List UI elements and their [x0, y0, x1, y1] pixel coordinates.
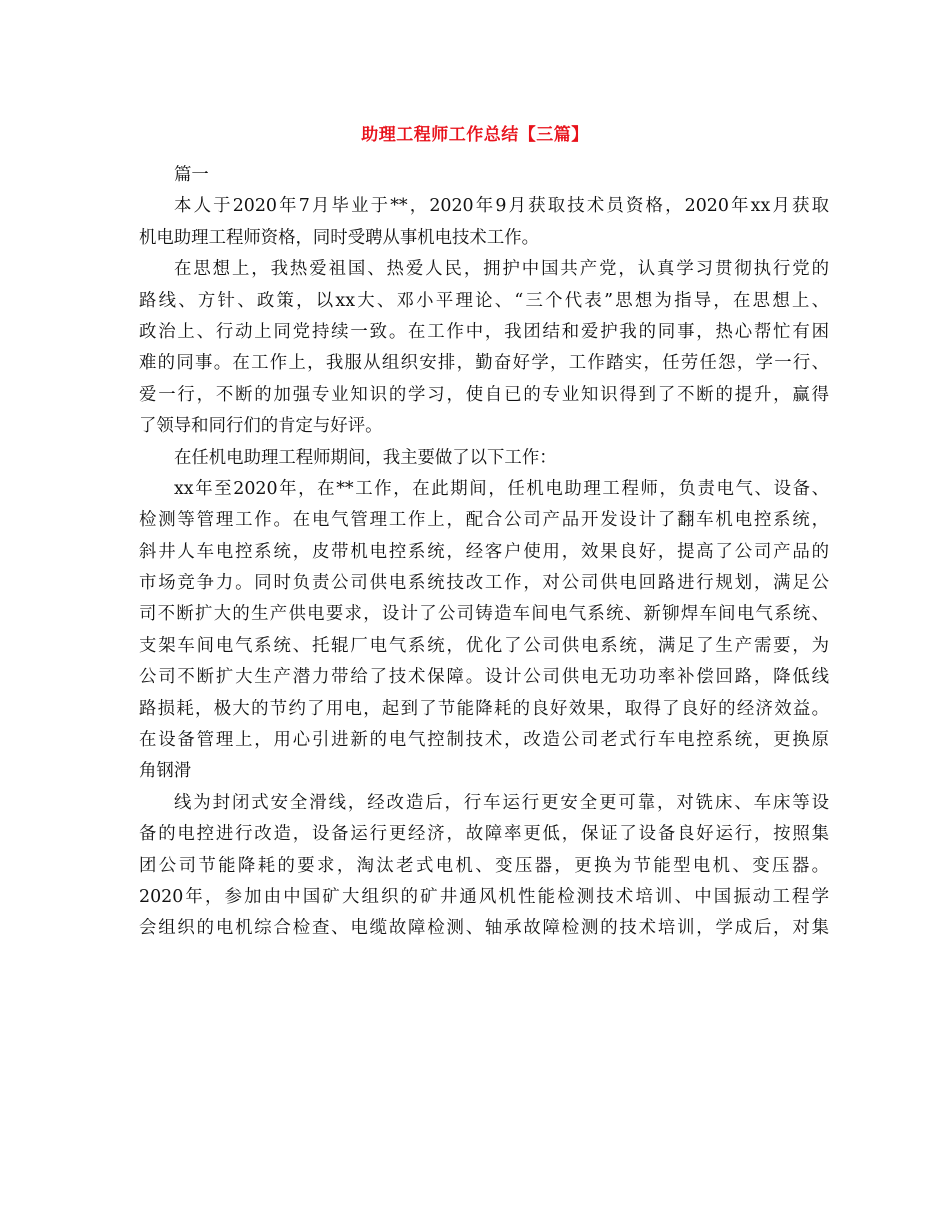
text-line: 难的同事。在工作上，我服从组织安排，勤奋好学，工作踏实，任劳任怨，学一行、 — [139, 353, 829, 374]
text-line: 路损耗，极大的节约了用电，起到了节能降耗的良好效果，取得了良好的经济效益。 — [139, 698, 829, 719]
text-line: 公司不断扩大生产潜力带给了技术保障。设计公司供电无功功率补偿回路，降低线 — [139, 667, 829, 688]
text-line: 爱一行，不断的加强专业知识的学习，使自已的专业知识得到了不断的提升，赢得 — [139, 384, 829, 405]
text-line: 篇一 — [174, 165, 209, 185]
text-line: 团公司节能降耗的要求，淘汰老式电机、变压器，更换为节能型电机、变压器。 — [139, 855, 829, 876]
text-line: 在设备管理上，用心引进新的电气控制技术，改造公司老式行车电控系统，更换原 — [139, 730, 829, 751]
text-line: 政治上、行动上同党持续一致。在工作中，我团结和爱护我的同事，热心帮忙有困 — [139, 321, 829, 342]
text-line: 支架车间电气系统、托辊厂电气系统，优化了公司供电系统，满足了生产需要，为 — [139, 635, 829, 656]
text-line: 了领导和同行们的肯定与好评。 — [139, 416, 383, 437]
text-line: 司不断扩大的生产供电要求，设计了公司铸造车间电气系统、新铆焊车间电气系统、 — [139, 604, 829, 625]
text-line: 路线、方针、政策，以xx大、邓小平理论、“三个代表”思想为指导，在思想上、 — [139, 290, 829, 311]
document-title: 助理工程师工作总结【三篇】 — [361, 125, 589, 145]
text-line: 斜井人车电控系统，皮带机电控系统，经客户使用，效果良好，提高了公司产品的 — [139, 541, 829, 562]
document-body — [139, 160, 829, 945]
text-line: 线为封闭式安全滑线，经改造后，行车运行更安全更可靠，对铣床、车床等设 — [174, 792, 829, 813]
text-line: 市场竞争力。同时负责公司供电系统技改工作，对公司供电回路进行规划，满足公 — [139, 573, 829, 594]
text-line: 备的电控进行改造，设备运行更经济，故障率更低，保证了设备良好运行，按照集 — [139, 824, 829, 845]
text-line: 2020年，参加由中国矿大组织的矿井通风机性能检测技术培训、中国振动工程学 — [139, 886, 829, 907]
text-line: 机电助理工程师资格，同时受聘从事机电技术工作。 — [139, 227, 539, 248]
text-line: 本人于2020年7月毕业于**，2020年9月获取技术员资格，2020年xx月获取 — [174, 196, 829, 217]
text-line: 在任机电助理工程师期间，我主要做了以下工作： — [174, 447, 557, 468]
text-line: 会组织的电机综合检查、电缆故障检测、轴承故障检测的技术培训，学成后，对集 — [139, 918, 829, 939]
text-line: xx年至2020年，在**工作，在此期间，任机电助理工程师，负责电气、设备、 — [174, 478, 829, 499]
text-line: 在思想上，我热爱祖国、热爱人民，拥护中国共产党，认真学习贯彻执行党的 — [174, 259, 829, 280]
text-line: 检测等管理工作。在电气管理工作上，配合公司产品开发设计了翻车机电控系统， — [139, 510, 829, 531]
text-line: 角钢滑 — [139, 761, 192, 782]
